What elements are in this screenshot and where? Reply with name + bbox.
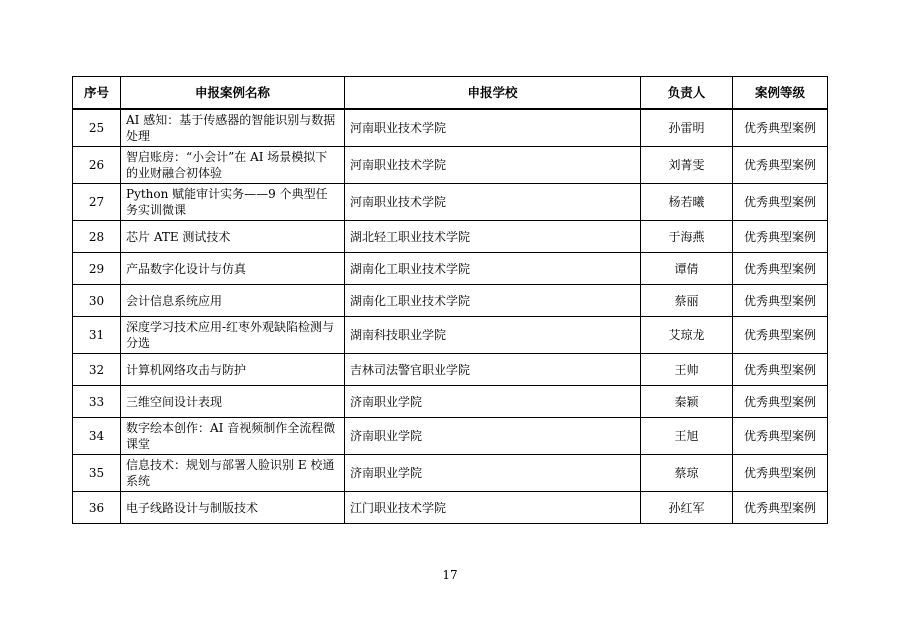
- case-name: 计算机网络攻击与防护: [121, 354, 345, 386]
- table-row: [73, 317, 828, 354]
- table-row: [73, 221, 828, 253]
- case-level: 优秀典型案例: [733, 285, 828, 317]
- case-name: Python 赋能审计实务——9 个典型任务实训微课: [121, 184, 345, 221]
- case-level: 优秀典型案例: [733, 253, 828, 285]
- table-row: [73, 184, 828, 221]
- row-number: 33: [73, 386, 121, 418]
- school-name: 湖北轻工职业技术学院: [345, 221, 641, 253]
- header-level: 案例等级: [733, 77, 828, 110]
- school-name: 湖南化工职业技术学院: [345, 253, 641, 285]
- case-name: 会计信息系统应用: [121, 285, 345, 317]
- school-name: 河南职业技术学院: [345, 147, 641, 184]
- person-in-charge: 刘菁雯: [641, 147, 733, 184]
- row-number: 31: [73, 317, 121, 354]
- row-number: 32: [73, 354, 121, 386]
- table-row: [73, 253, 828, 285]
- table-row: [73, 147, 828, 184]
- row-number: 27: [73, 184, 121, 221]
- person-in-charge: 王帅: [641, 354, 733, 386]
- table-row: [73, 109, 828, 147]
- person-in-charge: 谭倩: [641, 253, 733, 285]
- person-in-charge: 杨若曦: [641, 184, 733, 221]
- row-number: 36: [73, 492, 121, 524]
- header-case-name: 申报案例名称: [121, 77, 345, 110]
- cases-table: [72, 76, 828, 524]
- case-level: 优秀典型案例: [733, 221, 828, 253]
- table-body: [73, 109, 828, 524]
- header-school: 申报学校: [345, 77, 641, 110]
- school-name: 江门职业技术学院: [345, 492, 641, 524]
- person-in-charge: 于海燕: [641, 221, 733, 253]
- table-header-row: [73, 77, 828, 110]
- school-name: 济南职业学院: [345, 455, 641, 492]
- case-name: AI 感知：基于传感器的智能识别与数据处理: [121, 109, 345, 147]
- header-person: 负责人: [641, 77, 733, 110]
- school-name: 河南职业技术学院: [345, 184, 641, 221]
- person-in-charge: 孙红军: [641, 492, 733, 524]
- case-name: 智启账房：“小会计”在 AI 场景模拟下的业财融合初体验: [121, 147, 345, 184]
- school-name: 济南职业学院: [345, 418, 641, 455]
- case-level: 优秀典型案例: [733, 386, 828, 418]
- row-number: 30: [73, 285, 121, 317]
- table-row: [73, 492, 828, 524]
- case-name: 电子线路设计与制版技术: [121, 492, 345, 524]
- case-level: 优秀典型案例: [733, 455, 828, 492]
- row-number: 25: [73, 109, 121, 147]
- school-name: 吉林司法警官职业学院: [345, 354, 641, 386]
- case-name: 三维空间设计表现: [121, 386, 345, 418]
- table-row: [73, 386, 828, 418]
- school-name: 河南职业技术学院: [345, 109, 641, 147]
- person-in-charge: 王旭: [641, 418, 733, 455]
- person-in-charge: 蔡丽: [641, 285, 733, 317]
- case-level: 优秀典型案例: [733, 418, 828, 455]
- page-number: 17: [442, 568, 458, 582]
- case-name: 深度学习技术应用-红枣外观缺陷检测与分选: [121, 317, 345, 354]
- row-number: 29: [73, 253, 121, 285]
- case-level: 优秀典型案例: [733, 317, 828, 354]
- case-level: 优秀典型案例: [733, 109, 828, 147]
- case-level: 优秀典型案例: [733, 184, 828, 221]
- row-number: 34: [73, 418, 121, 455]
- row-number: 26: [73, 147, 121, 184]
- table-row: [73, 455, 828, 492]
- person-in-charge: 艾琼龙: [641, 317, 733, 354]
- case-name: 产品数字化设计与仿真: [121, 253, 345, 285]
- case-level: 优秀典型案例: [733, 354, 828, 386]
- row-number: 35: [73, 455, 121, 492]
- table-row: [73, 418, 828, 455]
- case-level: 优秀典型案例: [733, 147, 828, 184]
- person-in-charge: 孙雷明: [641, 109, 733, 147]
- case-level: 优秀典型案例: [733, 492, 828, 524]
- case-name: 信息技术：规划与部署人脸识别 E 校通系统: [121, 455, 345, 492]
- school-name: 湖南科技职业学院: [345, 317, 641, 354]
- person-in-charge: 秦颖: [641, 386, 733, 418]
- person-in-charge: 蔡琼: [641, 455, 733, 492]
- case-name: 芯片 ATE 测试技术: [121, 221, 345, 253]
- table-row: [73, 354, 828, 386]
- school-name: 济南职业学院: [345, 386, 641, 418]
- row-number: 28: [73, 221, 121, 253]
- header-number: 序号: [73, 77, 121, 110]
- case-name: 数字绘本创作：AI 音视频制作全流程微课堂: [121, 418, 345, 455]
- table-row: [73, 285, 828, 317]
- school-name: 湖南化工职业技术学院: [345, 285, 641, 317]
